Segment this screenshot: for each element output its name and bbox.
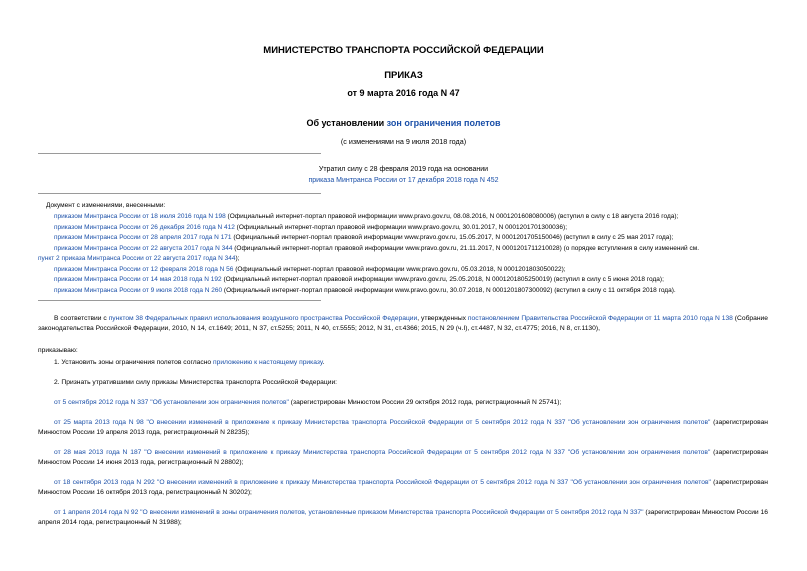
title-prefix: Об установлении [306,118,387,128]
repealed-item: от 1 апреля 2014 года N 92 "О внесении изменений в зоны ограничения полетов, установленные приказом Министерства транспорта Российской Федерации от 5 сентября 2012 года N 337" (зарегистрирован Минюстом России 16 апреля 2014 года, регистрационный N 31988); [38,509,768,526]
preamble-link-decree[interactable]: постановлением Правительства Российской Федерации от 11 марта 2010 года N 138 [467,315,733,322]
lost-force-text: Утратил силу с 28 февраля 2019 года на основании [318,166,489,173]
change-link[interactable]: приказом Минтранса России от 18 июля 2016 года N 198 [54,213,226,220]
preamble-link-rules[interactable]: пунктом 38 Федеральных правил использования воздушного пространства Российской Федерации [108,315,418,322]
appendix-link[interactable]: приложению к настоящему приказу [212,359,323,366]
repealed-link[interactable]: от 18 сентября 2013 года N 292 "О внесении изменений в приложение к приказу Министерства транспорта Российской Федерации от 5 сентября 2012 года N 337 "Об установлении зон ограничения полетов" [54,479,711,486]
change-link[interactable]: пункт 2 приказа Минтранса России от 22 августа 2017 года N 344 [38,254,236,262]
point-2: 2. Признать утратившими силу приказы Министерства транспорта Российской Федерации: [54,379,338,386]
change-link[interactable]: приказом Минтранса России от 12 февраля 2018 года N 56 [54,265,234,273]
change-item: приказом Минтранса России от 22 августа 2017 года N 344 (Официальный интернет-портал правовой информации www.pravo.gov.ru, 21.11.2017, N 0001201711210028) (о порядке вступления в силу изменений см. [54,244,700,252]
change-link[interactable]: приказом Минтранса России от 14 мая 2018 года N 192 [54,276,222,283]
change-item: приказом Минтранса России от 26 декабря 2016 года N 412 (Официальный интернет-портал правовой информации www.pravo.gov.ru, 30.01.2017, N 0001201701300036); [54,223,567,231]
change-link[interactable]: приказом Минтранса России от 9 июля 2018 года N 260 [54,286,223,294]
divider-3 [38,300,321,301]
date-number-heading: от 9 марта 2016 года N 47 [347,88,460,98]
lost-force-link[interactable]: приказа Минтранса России от 17 декабря 2018 года N 452 [308,177,499,184]
preamble-paragraph: В соответствии с пунктом 38 Федеральных правил использования воздушного пространства Российской Федерации, утвержденных постановлением Правительства Российской Федерации от 11 марта 2010 года N 138 (Собрание законодательства Российской Федерации, 2010, N 14, ст.1649; 2011, N 37, ст.5255; 2011, N 40, ст.5555; 2012, N 31, ст.4366; 2015, N 29 (ч.I), ст.4487, N 32, ст.4775; 2016, N 8, ст.1130), [38,315,769,332]
change-item: приказом Минтранса России от 14 мая 2018 года N 192 (Официальный интернет-портал правовой информации www.pravo.gov.ru, 25.05.2018, N 0001201805250019) (вступил в силу с 5 июня 2018 года); [54,276,664,283]
repealed-item: от 5 сентября 2012 года N 337 "Об установлении зон ограничения полетов" (зарегистрирован Минюстом России 29 октября 2012 года, регистрационный N 25741); [54,399,562,406]
repealed-item: от 28 мая 2013 года N 187 "О внесении изменений в приложение к приказу Министерства транспорта Российской Федерации от 5 сентября 2012 года N 337 "Об установлении зон ограничения полетов" (зарегистрирован Минюстом России 14 июня 2013 года, регистрационный N 28802); [38,449,768,466]
change-item-continued: пункт 2 приказа Минтранса России от 22 августа 2017 года N 344); [38,254,240,262]
divider-2 [38,193,321,194]
divider-1 [38,153,321,154]
edition-note: (с изменениями на 9 июля 2018 года) [340,137,467,146]
title-link[interactable]: зон ограничения полетов [386,118,501,128]
doc-type-heading: ПРИКАЗ [384,70,423,81]
changes-intro: Документ с изменениями, внесенными: [46,202,166,209]
repealed-link[interactable]: от 1 апреля 2014 года N 92 "О внесении изменений в зоны ограничения полетов, установленные приказом Министерства транспорта Российской Федерации от 5 сентября 2012 года N 337" [54,509,644,516]
ministry-heading: МИНИСТЕРСТВО ТРАНСПОРТА РОССИЙСКОЙ ФЕДЕРАЦИИ [263,45,544,56]
change-item: приказом Минтранса России от 12 февраля 2018 года N 56 (Официальный интернет-портал правовой информации www.pravo.gov.ru, 05.03.2018, N 0001201803050022); [54,265,566,273]
document-title [0,118,807,128]
repealed-link[interactable]: от 28 мая 2013 года N 187 "О внесении изменений в приложение к приказу Министерства транспорта Российской Федерации от 5 сентября 2012 года N 337 "Об установлении зон ограничения полетов" [54,449,711,456]
change-item: приказом Минтранса России от 9 июля 2018 года N 260 (Официальный интернет-портал правовой информации www.pravo.gov.ru, 30.07.2018, N 0001201807300092) (вступил в силу с 11 октября 2018 года). [54,286,676,294]
change-link[interactable]: приказом Минтранса России от 22 августа 2017 года N 344 [54,244,233,252]
repealed-link[interactable]: от 25 марта 2013 года N 98 "О внесении изменений в приложение к приказу Министерства транспорта Российской Федерации от 5 сентября 2012 года N 337 "Об установлении зон ограничения полетов" [54,419,711,426]
repealed-item: от 25 марта 2013 года N 98 "О внесении изменений в приложение к приказу Министерства транспорта Российской Федерации от 5 сентября 2012 года N 337 "Об установлении зон ограничения полетов" (зарегистрирован Минюстом России 19 апреля 2013 года, регистрационный N 28235); [38,419,768,436]
order-word: приказываю: [38,347,78,354]
change-item: приказом Минтранса России от 18 июля 2016 года N 198 (Официальный интернет-портал правовой информации www.pravo.gov.ru, 08.08.2016, N 0001201608080006) (вступил в силу с 18 августа 2016 года); [54,213,679,220]
change-item: приказом Минтранса России от 28 апреля 2017 года N 171 (Официальный интернет-портал правовой информации www.pravo.gov.ru, 15.05.2017, N 0001201705150046) (вступил в силу с 25 мая 2017 года); [54,234,674,241]
point-1: 1. Установить зоны ограничения полетов согласно приложению к настоящему приказу. [54,359,325,366]
change-link[interactable]: приказом Минтранса России от 26 декабря 2016 года N 412 [54,223,235,231]
repealed-item: от 18 сентября 2013 года N 292 "О внесении изменений в приложение к приказу Министерства транспорта Российской Федерации от 5 сентября 2012 года N 337 "Об установлении зон ограничения полетов" (зарегистрирован Минюстом России 16 октября 2013 года, регистрационный N 30202); [38,479,768,496]
repealed-link[interactable]: от 5 сентября 2012 года N 337 "Об установлении зон ограничения полетов" [54,399,289,406]
change-link[interactable]: приказом Минтранса России от 28 апреля 2017 года N 171 [54,234,232,241]
